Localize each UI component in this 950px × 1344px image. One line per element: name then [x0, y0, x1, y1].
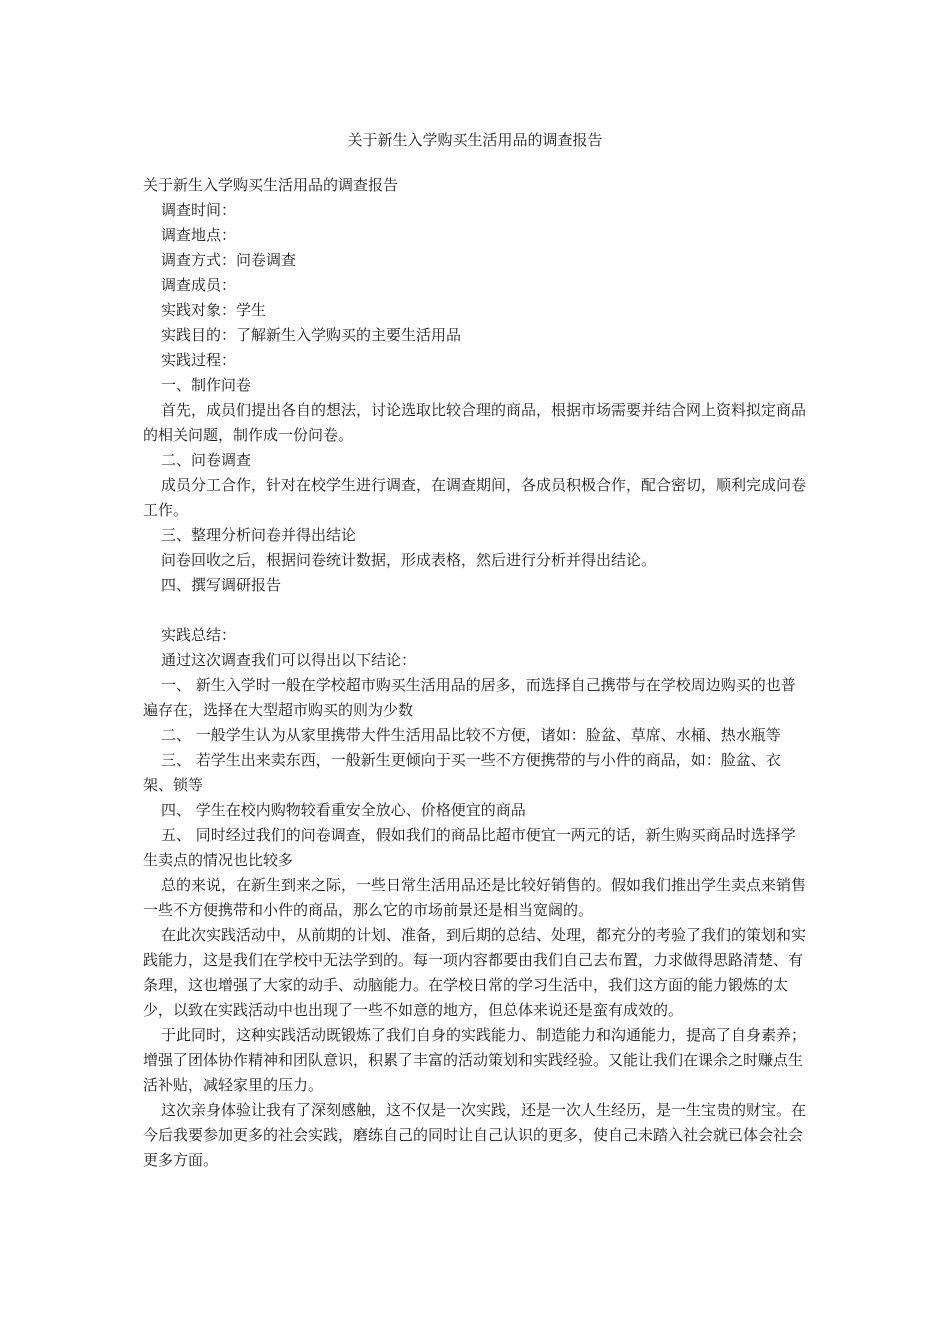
field-practice-target: 实践对象：学生: [161, 301, 267, 319]
field-survey-time: 调查时间：: [161, 201, 237, 219]
paragraph: 总的来说，在新生到来之际，一些日常生活用品还是比较好销售的。假如我们推出学生卖点来销售一些不方便携带和小件的商品，那么它的市场前景还是相当宽阔的。: [143, 876, 807, 919]
document-body: [143, 173, 807, 1173]
summary-heading: 实践总结：: [161, 626, 237, 644]
paragraph: 首先，成员们提出各自的想法，讨论选取比较合理的商品，根据市场需要并结合网上资料拟定商品的相关问题，制作成一份问卷。: [143, 401, 807, 444]
field-survey-method: 调查方式：问卷调查: [161, 251, 297, 269]
field-practice-process: 实践过程：: [161, 351, 237, 369]
blank-line: [143, 598, 807, 623]
field-survey-members: 调查成员：: [161, 276, 237, 294]
paragraph: 这次亲身体验让我有了深刻感触，这不仅是一次实践，还是一次人生经历，是一生宝贵的财宝。在今后我要参加更多的社会实践，磨练自己的同时让自己认识的更多，使自己未踏入社会就已体会社会更多方面。: [143, 1101, 807, 1169]
conclusion-item: 五、 同时经过我们的问卷调查，假如我们的商品比超市便宜一两元的话，新生购买商品时选择学生卖点的情况也比较多: [143, 826, 796, 869]
paragraph: 于此同时，这种实践活动既锻炼了我们自身的实践能力、制造能力和沟通能力，提高了自身素养；增强了团体协作精神和团队意识，积累了丰富的活动策划和实践经验。又能让我们在课余之时赚点生活补贴，减轻家里的压力。: [143, 1026, 807, 1094]
field-survey-location: 调查地点：: [161, 226, 237, 244]
conclusion-item: 三、 若学生出来卖东西，一般新生更倾向于买一些不方便携带的与小件的商品，如：脸盆、衣架、锁等: [143, 751, 781, 794]
section-heading: 一、制作问卷: [161, 376, 252, 394]
conclusion-item: 一、 新生入学时一般在学校超市购买生活用品的居多，而选择自己携带与在学校周边购买的也普遍存在，选择在大型超市购买的则为少数: [143, 676, 796, 719]
subtitle: 关于新生入学购买生活用品的调查报告: [143, 176, 399, 194]
summary-intro: 通过这次调查我们可以得出以下结论：: [161, 651, 417, 669]
paragraph: 问卷回收之后，根据问卷统计数据，形成表格，然后进行分析并得出结论。: [161, 551, 657, 569]
conclusion-item: 二、 一般学生认为从家里携带大件生活用品比较不方便，诸如：脸盆、草席、水桶、热水瓶等: [161, 726, 781, 744]
section-heading: 二、问卷调查: [161, 451, 252, 469]
field-practice-purpose: 实践目的：了解新生入学购买的主要生活用品: [161, 326, 462, 344]
conclusion-item: 四、 学生在校内购物较看重安全放心、价格便宜的商品: [161, 801, 526, 819]
paragraph: 成员分工合作，针对在校学生进行调查，在调查期间，各成员积极合作，配合密切，顺利完成问卷工作。: [143, 476, 807, 519]
paragraph: 在此次实践活动中，从前期的计划、准备，到后期的总结、处理，都充分的考验了我们的策划和实践能力，这是我们在学校中无法学到的。每一项内容都要由我们自己去布置，力求做得思路清楚、有条理，这也增强了大家的动手、动脑能力。在学校日常的学习生活中，我们这方面的能力锻炼的太少，以致在实践活动中也出现了一些不如意的地方，但总体来说还是蛮有成效的。: [143, 926, 807, 1019]
section-heading: 四、撰写调研报告: [161, 576, 282, 594]
page-title: 关于新生入学购买生活用品的调查报告: [347, 131, 603, 149]
section-heading: 三、整理分析问卷并得出结论: [161, 526, 357, 544]
